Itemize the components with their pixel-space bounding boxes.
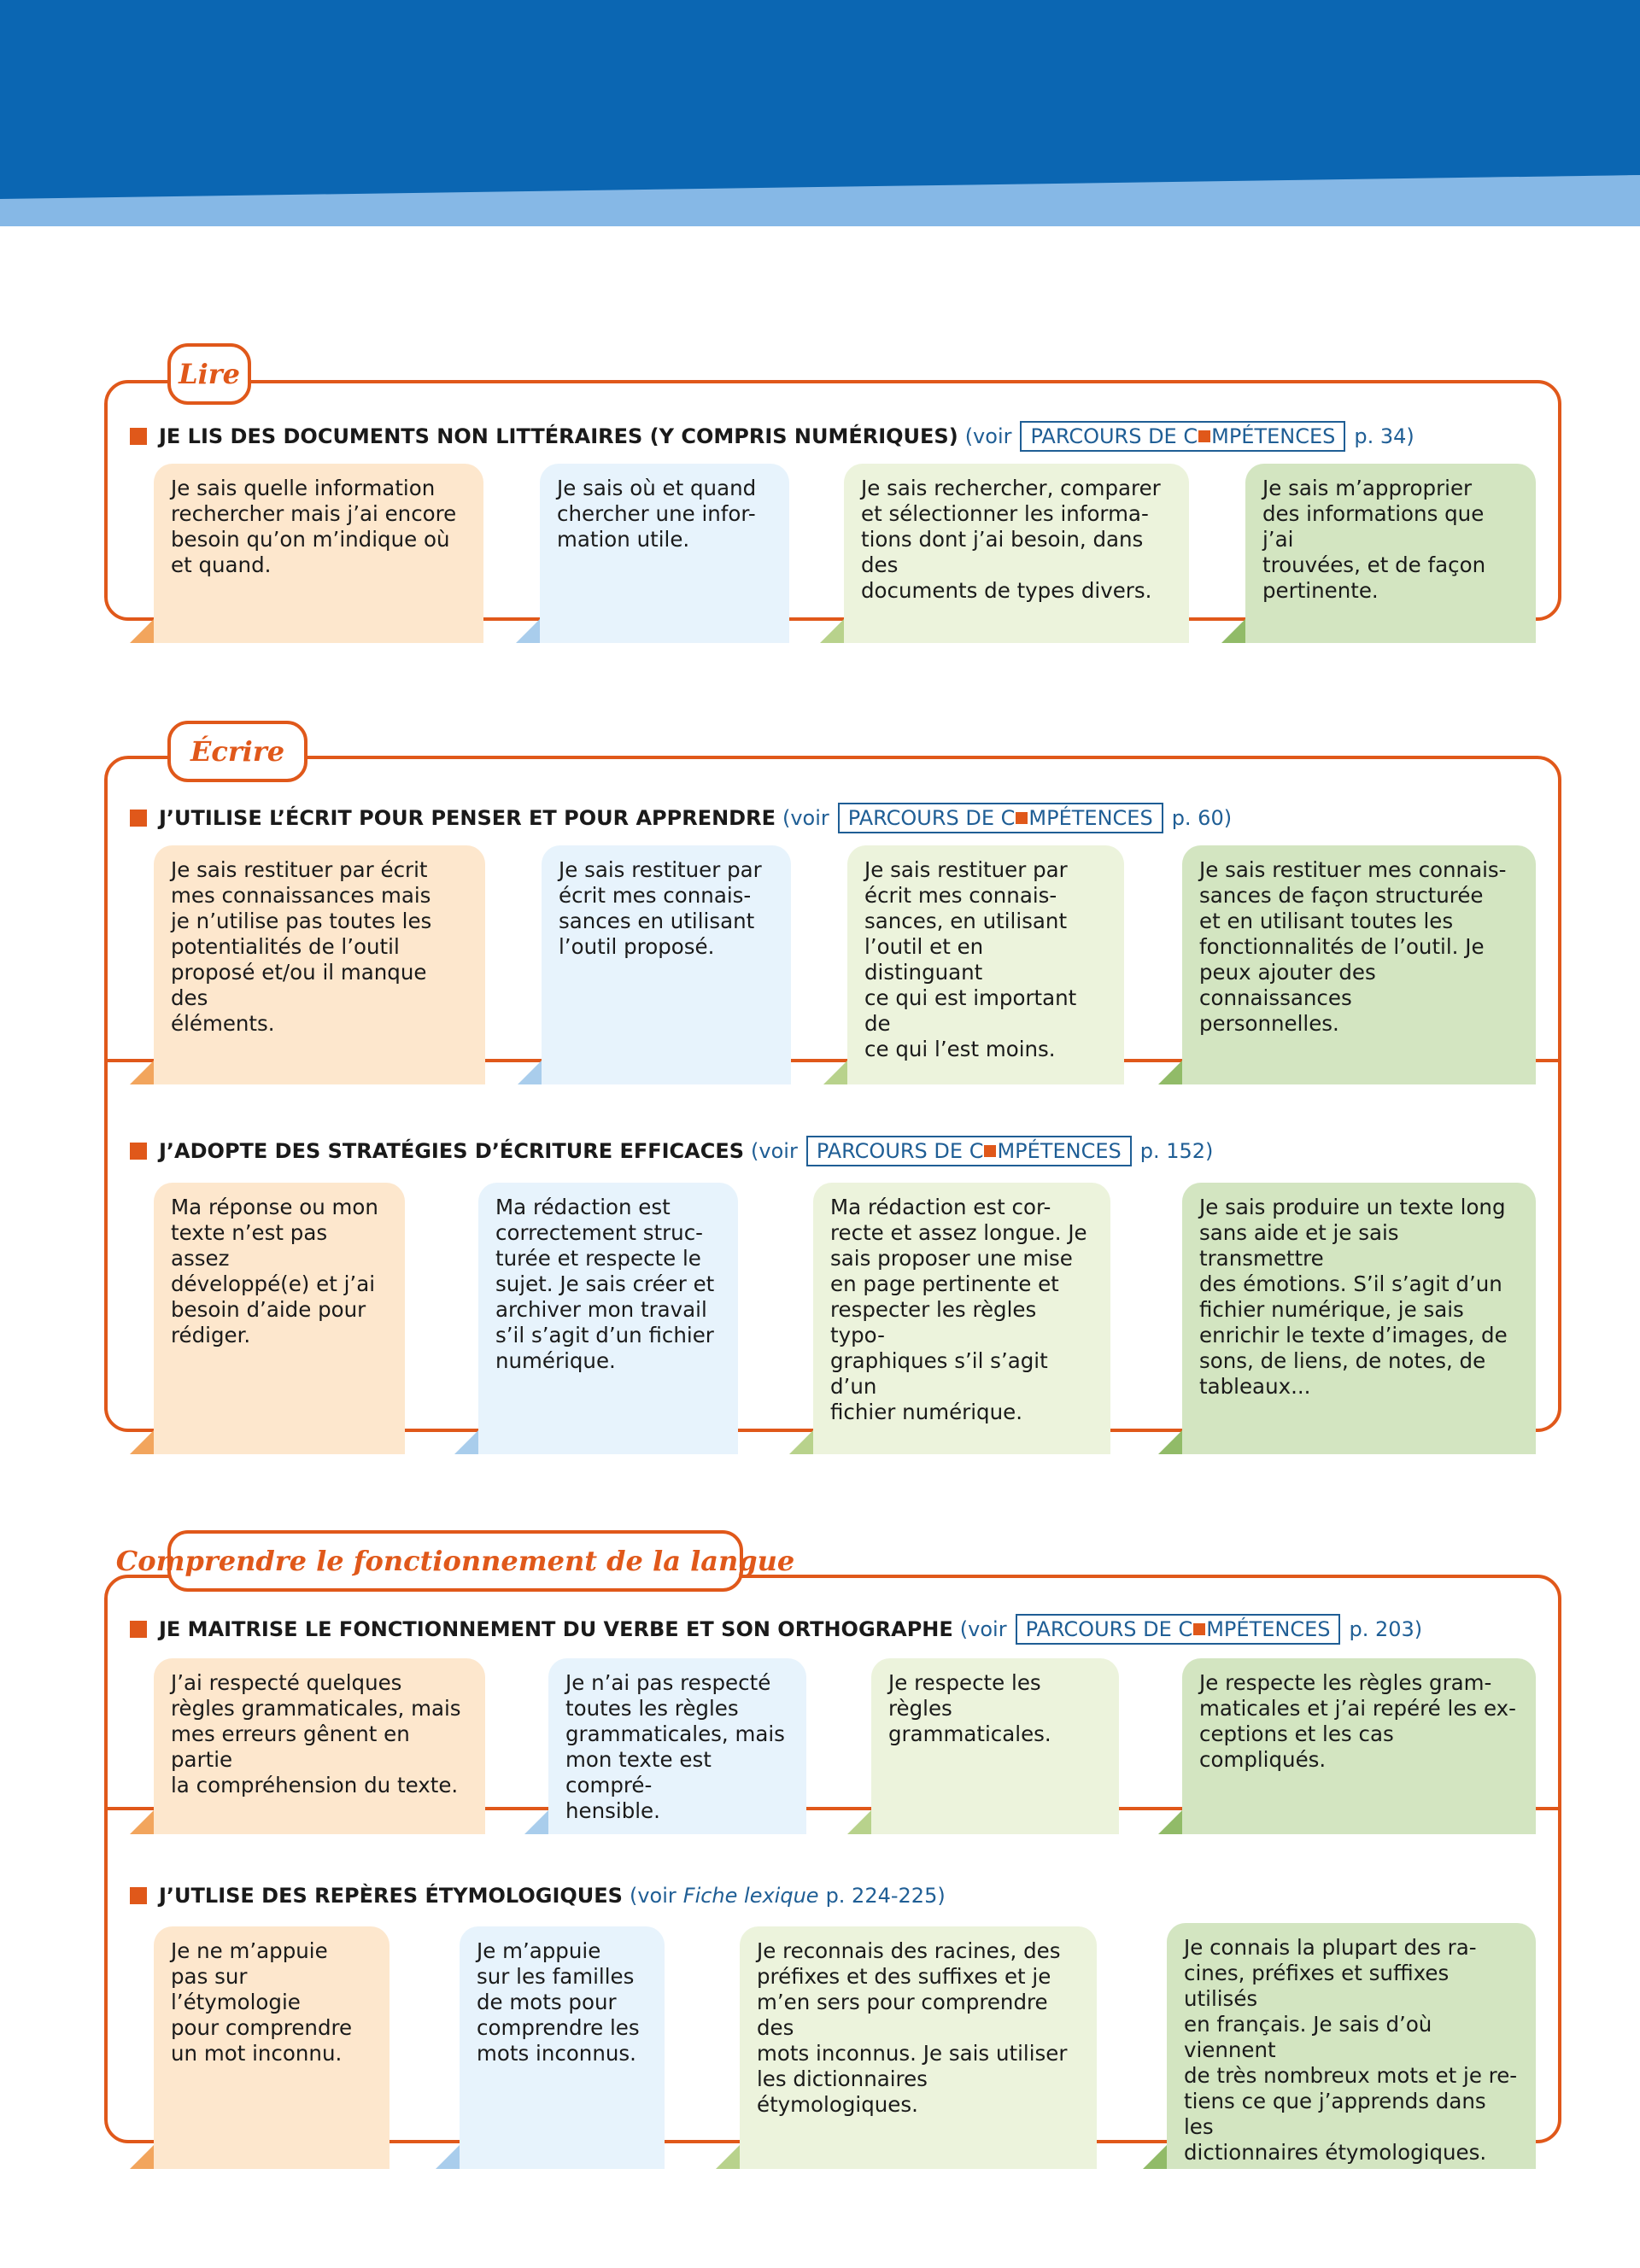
skill-label: JE LIS DES DOCUMENTS NON LITTÉRAIRES (Y COMPRIS NUMÉRIQUES) <box>159 424 958 448</box>
bullet-square-icon <box>130 1621 147 1638</box>
parcours-competences-link[interactable]: PARCOURS DE C MPÉTENCES <box>806 1136 1132 1166</box>
page-ref: p. 152) <box>1139 1139 1214 1163</box>
level-card-1: J’ai respecté quelques règles grammaticales, mais mes erreurs gênent en partie la compréhension du texte. <box>154 1658 485 1834</box>
page-ref: p. 60) <box>1171 806 1233 830</box>
square-o-icon <box>1198 430 1210 442</box>
parcours-competences-link[interactable]: PARCOURS DE C MPÉTENCES <box>1020 421 1345 452</box>
skill-label: J’UTLISE DES REPÈRES ÉTYMOLOGIQUES <box>159 1884 623 1908</box>
header-dark-band <box>0 0 1640 199</box>
skill-heading-ecrit-penser <box>130 799 1232 837</box>
skill-reference <box>630 1884 946 1908</box>
skill-reference <box>782 803 1232 833</box>
bullet-square-icon <box>130 1887 147 1904</box>
skill-heading-etymologie <box>130 1877 946 1914</box>
voir-text: (voir <box>751 1139 798 1163</box>
level-card-4: Je respecte les règles gram- maticales et j’ai repéré les ex- ceptions et les cas compliqués. <box>1182 1658 1536 1834</box>
square-o-icon <box>1193 1623 1205 1635</box>
level-card-1: Je sais restituer par écrit mes connaissances mais je n’utilise pas toutes les potentialités de l’outil proposé et/ou il manque des éléments. <box>154 845 485 1084</box>
skill-label: J’UTILISE L’ÉCRIT POUR PENSER ET POUR APPRENDRE <box>159 806 776 830</box>
skill-label: J’ADOPTE DES STRATÉGIES D’ÉCRITURE EFFICACES <box>159 1139 745 1163</box>
level-card-1: Je sais quelle information rechercher mais j’ai encore besoin qu’on m’indique où et quand. <box>154 464 483 643</box>
level-card-1: Je ne m’appuie pas sur l’étymologie pour comprendre un mot inconnu. <box>154 1926 390 2169</box>
bullet-square-icon <box>130 810 147 827</box>
voir-text: (voir <box>782 806 829 830</box>
skill-label: JE MAITRISE LE FONCTIONNEMENT DU VERBE ET SON ORTHOGRAPHE <box>159 1617 953 1641</box>
skill-reference <box>960 1614 1422 1645</box>
voir-text: (voir <box>629 1884 676 1908</box>
level-card-3: Ma rédaction est cor- recte et assez longue. Je sais proposer une mise en page pertinente et respecter les règles typo- graphiques s’il s’agit d’un fichier numérique. <box>813 1183 1110 1454</box>
level-card-2: Je sais où et quand chercher une infor- mation utile. <box>540 464 789 643</box>
fiche-lexique-link[interactable]: Fiche lexique <box>682 1884 819 1908</box>
section-title-lire: Lire <box>167 343 251 405</box>
voir-text: (voir <box>959 1617 1007 1641</box>
level-card-4: Je sais m’approprier des informations que j’ai trouvées, et de façon pertinente. <box>1245 464 1536 643</box>
skill-heading-verbe <box>130 1610 1422 1648</box>
parcours-competences-link[interactable]: PARCOURS DE C MPÉTENCES <box>1016 1614 1341 1645</box>
square-o-icon <box>1016 812 1028 824</box>
level-card-3: Je sais restituer par écrit mes connais- sances, en utilisant l’outil et en distinguant ce qui est important de ce qui l’est moins. <box>847 845 1124 1084</box>
skill-reference <box>751 1136 1213 1166</box>
level-card-3: Je respecte les règles grammaticales. <box>871 1658 1119 1834</box>
level-card-3: Je sais rechercher, comparer et sélectionner les informa- tions dont j’ai besoin, dans des documents de types divers. <box>844 464 1189 643</box>
level-card-3: Je reconnais des racines, des préfixes et des suffixes et je m’en sers pour comprendre des mots inconnus. Je sais utiliser les dictionnaires étymologiques. <box>740 1926 1097 2169</box>
header-band <box>0 0 1640 231</box>
level-card-2: Je sais restituer par écrit mes connais- sances en utilisant l’outil proposé. <box>542 845 791 1084</box>
level-card-4: Je sais restituer mes connais- sances de façon structurée et en utilisant toutes les fonctionnalités de l’outil. Je peux ajouter des connaissances personnelles. <box>1182 845 1536 1084</box>
page-ref: p. 224-225) <box>825 1884 946 1908</box>
bullet-square-icon <box>130 1143 147 1160</box>
section-title-ecrire: Écrire <box>167 721 308 782</box>
parcours-competences-link[interactable]: PARCOURS DE C MPÉTENCES <box>838 803 1163 833</box>
level-card-1: Ma réponse ou mon texte n’est pas assez développé(e) et j’ai besoin d’aide pour rédiger. <box>154 1183 405 1454</box>
level-card-4: Je connais la plupart des ra- cines, préfixes et suffixes utilisés en français. Je sais d’où viennent de très nombreux mots et je re- tiens ce que j’apprends dans les dictionnaires étymologiques. <box>1167 1923 1536 2169</box>
level-card-4: Je sais produire un texte long sans aide et je sais transmettre des émotions. S’il s’agit d’un fichier numérique, je sais enrichir le texte d’images, de sons, de liens, de notes, de tableaux... <box>1182 1183 1536 1454</box>
section-title-langue: Comprendre le fonctionnement de la langue <box>167 1530 743 1592</box>
voir-text: (voir <box>964 424 1012 448</box>
square-o-icon <box>984 1145 996 1157</box>
skill-heading-documents <box>130 418 1414 455</box>
level-card-2: Je n’ai pas respecté toutes les règles grammaticales, mais mon texte est compré- hensible. <box>548 1658 806 1834</box>
level-card-2: Je m’appuie sur les familles de mots pour comprendre les mots inconnus. <box>460 1926 665 2169</box>
page-ref: p. 203) <box>1349 1617 1423 1641</box>
skill-reference <box>965 421 1414 452</box>
page-ref: p. 34) <box>1354 424 1414 448</box>
bullet-square-icon <box>130 428 147 445</box>
skill-heading-strategies <box>130 1132 1213 1170</box>
level-card-2: Ma rédaction est correctement struc- turée et respecte le sujet. Je sais créer et archiver mon travail s’il s’agit d’un fichier numérique. <box>478 1183 738 1454</box>
